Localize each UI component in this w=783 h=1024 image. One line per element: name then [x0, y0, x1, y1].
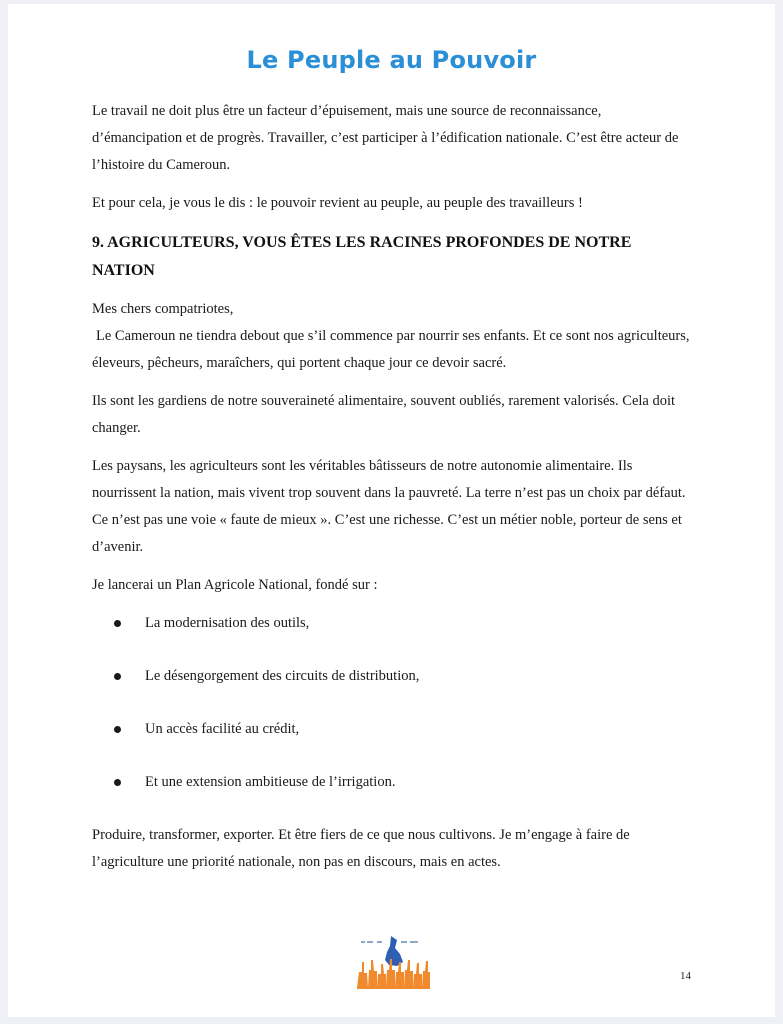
list-item: Et une extension ambitieuse de l’irrigation.: [114, 769, 692, 796]
paragraph-plan-intro: Je lancerai un Plan Agricole National, fondé sur :: [92, 577, 378, 593]
paragraph-closing: Produire, transformer, exporter. Et être fiers de ce que nous cultivons. Je m’engage à faire de l’agriculture une priorité nationale, non pas en discours, mais en actes.: [92, 827, 630, 870]
list-item: Un accès facilité au crédit,: [114, 716, 692, 743]
header-title: Le Peuple au Pouvoir: [246, 46, 537, 74]
paragraph-power-to-people: Et pour cela, je vous le dis : le pouvoir revient au peuple, au peuple des travailleurs !: [92, 195, 583, 211]
paragraph-guardians: Ils sont les gardiens de notre souveraineté alimentaire, souvent oubliés, rarement valorisés. Cela doit changer.: [92, 393, 676, 436]
paragraph-feed-children: Le Cameroun ne tiendra debout que s’il commence par nourrir ses enfants. Et ce sont nos agriculteurs, éleveurs, pêcheurs, maraîchers, qui portent chaque jour ce devoir sacré.: [92, 328, 690, 371]
paragraph-work: Le travail ne doit plus être un facteur d’épuisement, mais une source de reconnaissance, d’émancipation et de progrès. Travailler, c’est participer à l’édification nationale. C’est être acteur de l’histoire du Cameroun.: [92, 103, 679, 173]
section-heading: 9. AGRICULTEURS, VOUS ÊTES LES RACINES PROFONDES DE NOTRE NATION: [92, 234, 632, 279]
list-item: Le désengorgement des circuits de distribution,: [114, 663, 692, 690]
plan-bullet-list: [92, 610, 692, 796]
salutation: Mes chers compatriotes,: [92, 301, 234, 317]
list-item: La modernisation des outils,: [114, 610, 692, 637]
document-page: [8, 4, 775, 1017]
page-number: 14: [680, 970, 691, 982]
cameroon-map-logo-icon: [353, 932, 433, 992]
paragraph-peasants: Les paysans, les agriculteurs sont les véritables bâtisseurs de notre autonomie alimentaire. Ils nourrissent la nation, mais vivent trop souvent dans la pauvreté. La terre n’est pas un choix par défaut. Ce n’est pas une voie « faute de mieux ». C’est une richesse. C’est un métier noble, porteur de sens et d’avenir.: [92, 458, 686, 555]
page-content: [92, 98, 692, 876]
